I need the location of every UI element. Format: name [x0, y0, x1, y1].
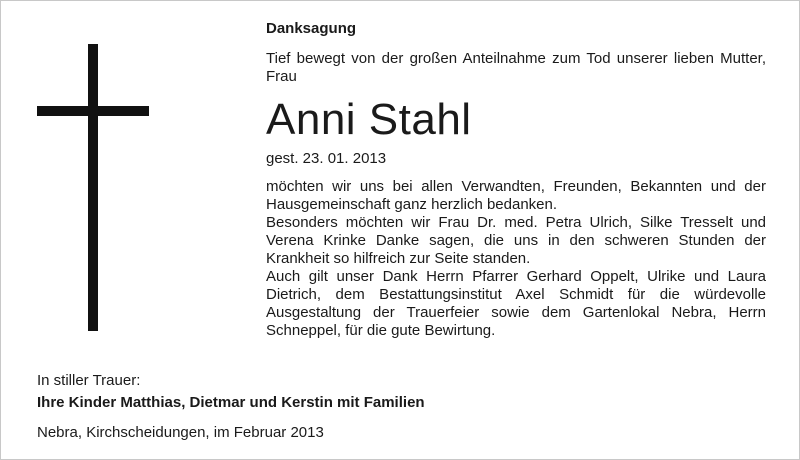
thanks-paragraph: möchten wir uns bei allen Verwandten, Freunden, Bekannten und der Hausgemeinschaft ganz herzlich bedanken. — [266, 178, 766, 213]
cross-vertical-bar — [88, 44, 98, 331]
thanks-paragraph: Auch gilt unser Dank Herrn Pfarrer Gerhard Oppelt, Ulrike und Laura Dietrich, dem Bestattungsinstitut Axel Schmidt für die würdevolle Ausgestaltung der Trauerfeier sowie dem Gartenlokal Nebra, Herrn Schneppel, für die gute Bewirtung. — [266, 268, 766, 339]
cross-horizontal-bar — [37, 106, 149, 116]
notice-footer — [37, 372, 757, 442]
notice-heading: Danksagung — [266, 20, 357, 37]
notice-content — [266, 20, 766, 340]
death-date: gest. 23. 01. 2013 — [266, 150, 387, 167]
place-date: Nebra, Kirchscheidungen, im Februar 2013 — [37, 424, 324, 441]
notice-intro: Tief bewegt von der großen Anteilnahme zum Tod unserer lieben Mutter, Frau — [266, 50, 766, 85]
mourning-lead: In stiller Trauer: — [37, 372, 141, 389]
thanks-paragraph: Besonders möchten wir Frau Dr. med. Petra Ulrich, Silke Tresselt und Verena Krinke Danke sagen, die uns in den schweren Stunden der Krankheit so hilfreich zur Seite standen. — [266, 214, 766, 267]
deceased-name: Anni Stahl — [266, 95, 472, 144]
family-signature: Ihre Kinder Matthias, Dietmar und Kerstin mit Familien — [37, 394, 425, 411]
thanks-text — [266, 178, 766, 340]
